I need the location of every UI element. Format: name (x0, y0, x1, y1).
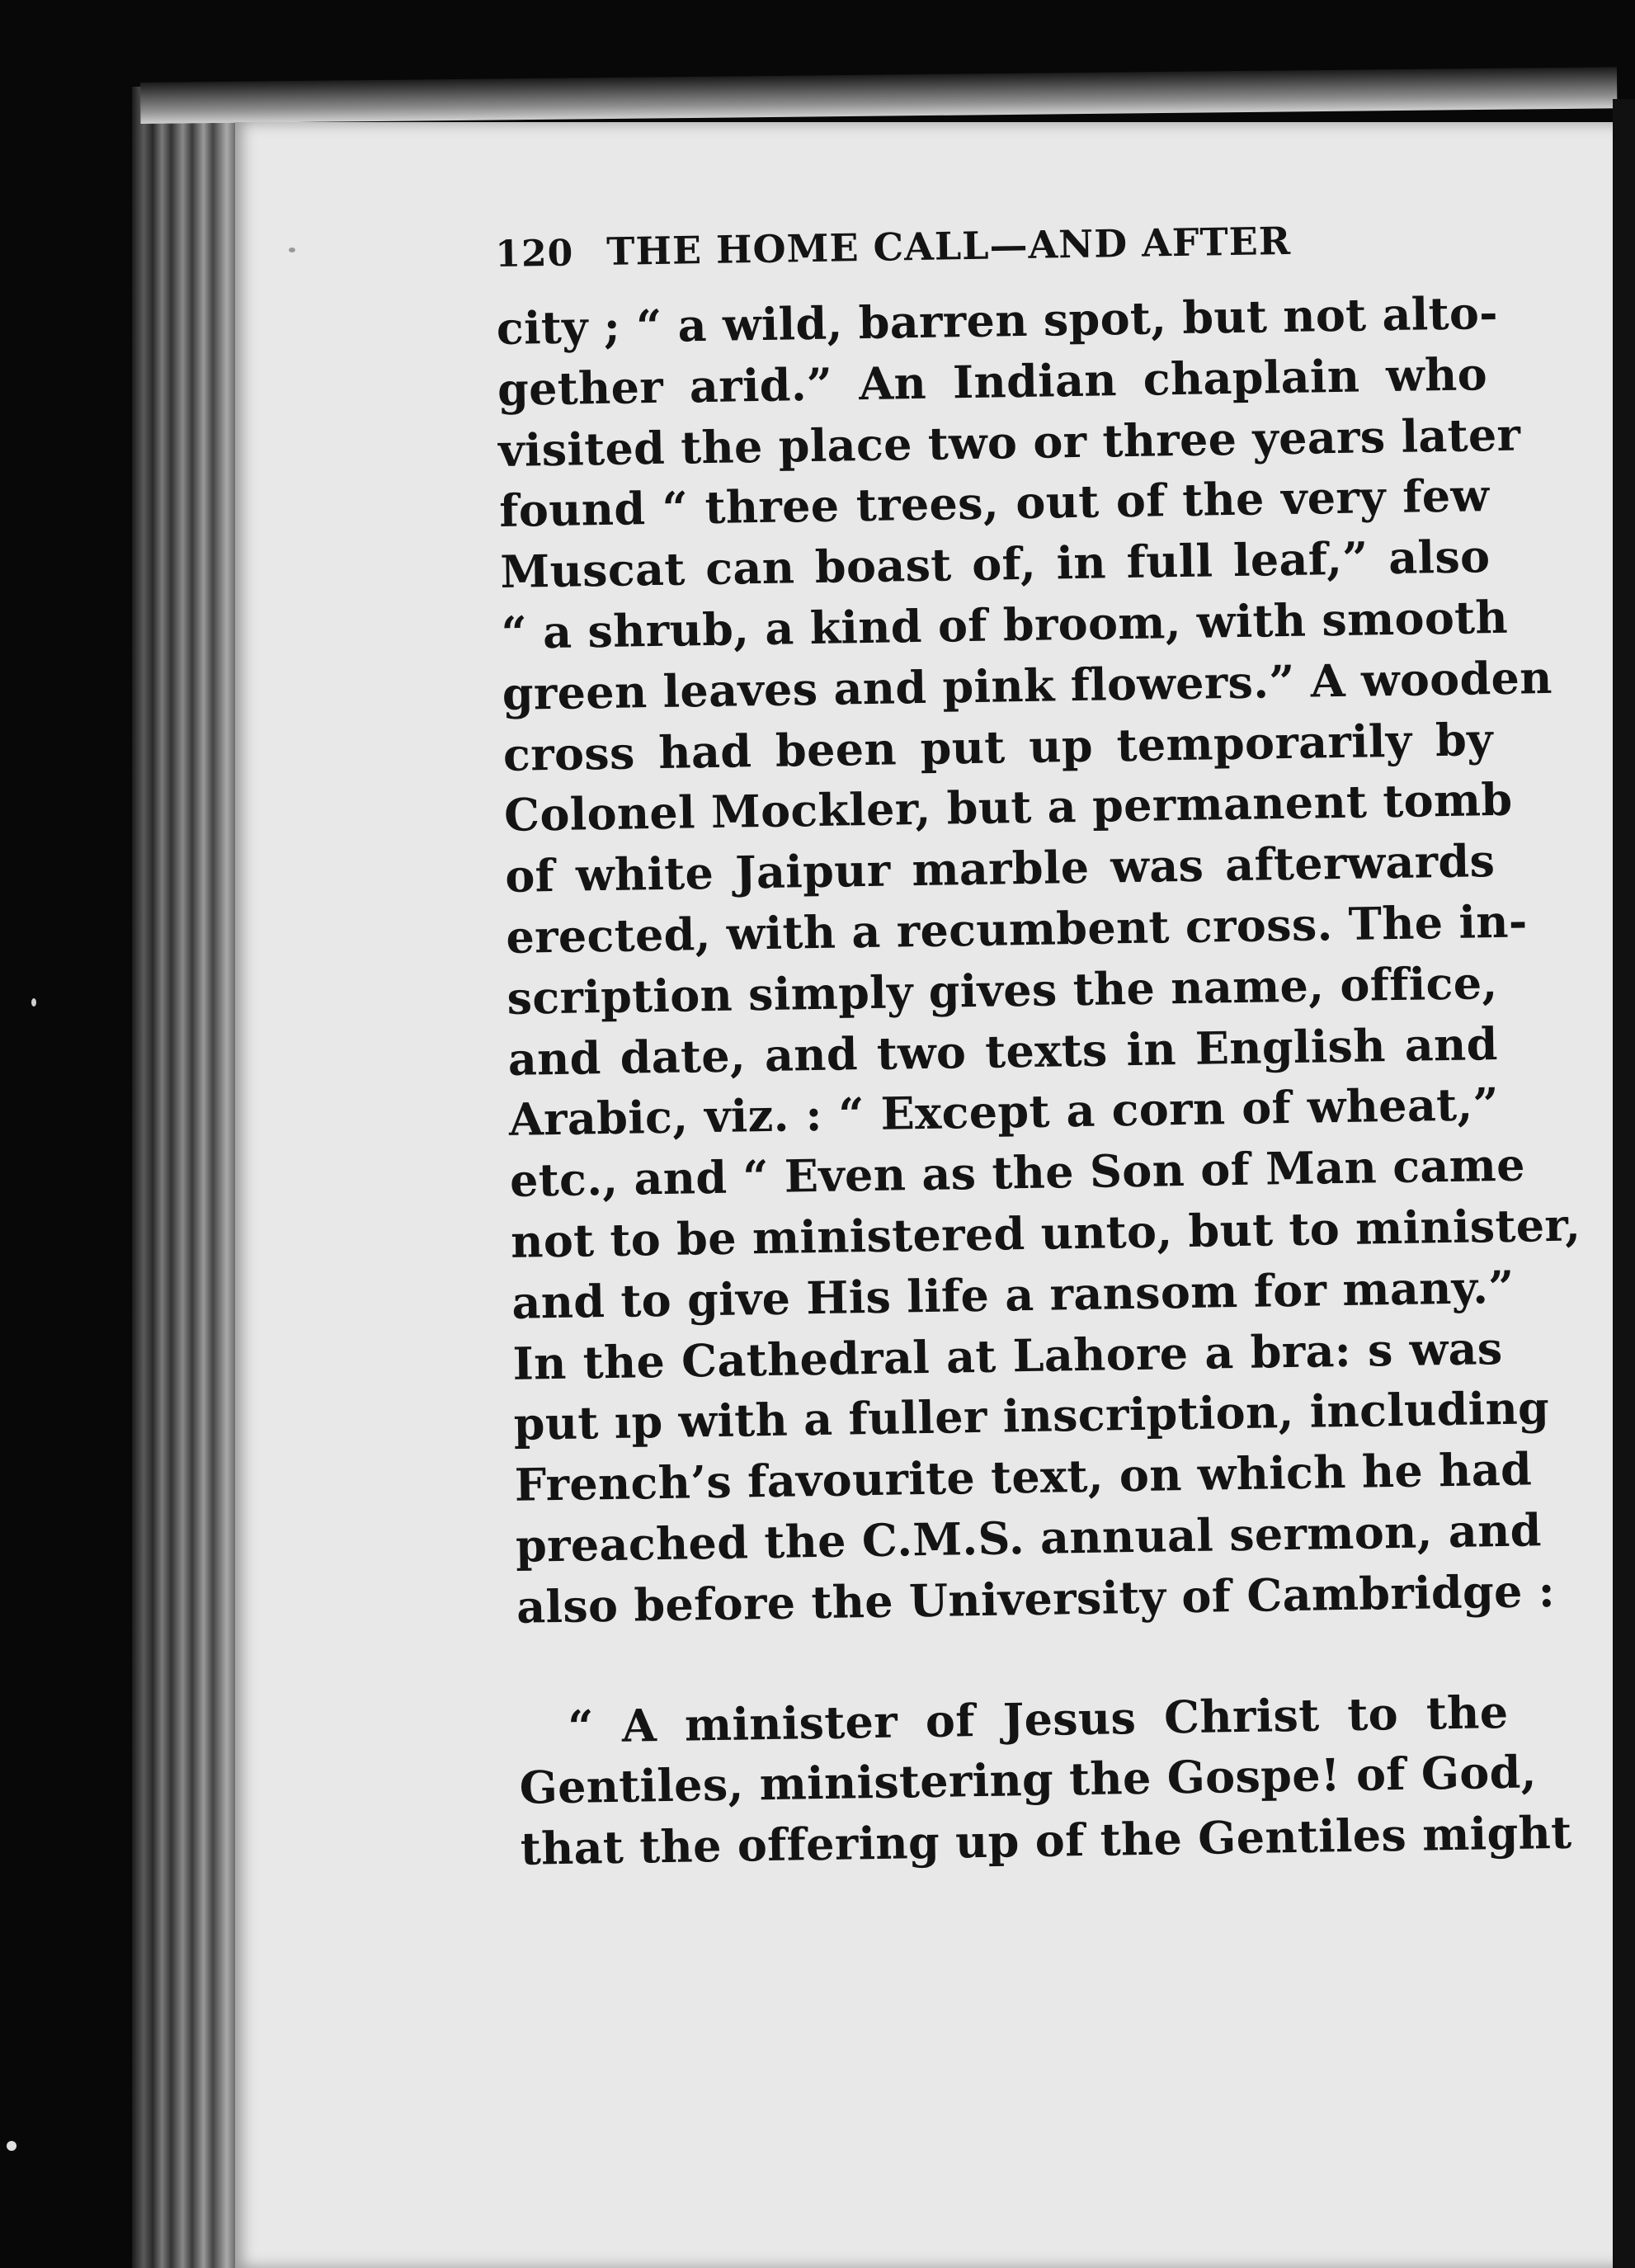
text-line: visited the place two or three years later (497, 408, 1521, 477)
quote-line: “ A minister of Jesus Christ to the (567, 1685, 1509, 1753)
text-line: of white Jaipur marble was afterwards (504, 834, 1496, 903)
text-line: found “ three trees, out of the very few (498, 469, 1490, 538)
text-line: Arabic, viz. : “ Except a corn of wheat,” (508, 1077, 1500, 1147)
text-line: also before the University of Cambridge : (516, 1563, 1556, 1634)
text-line: not to be ministered unto, but to minister, (510, 1198, 1581, 1268)
text-line: erected, with a recumbent cross. The in- (505, 894, 1529, 964)
text-line: green leaves and pink flowers.” A wooden (502, 650, 1553, 720)
text-line: Colonel Mockler, but a permanent tomb (503, 773, 1513, 842)
text-line: city ; “ a wild, barren spot, but not alto- (496, 285, 1499, 355)
text-line: cross had been put up temporarily by (502, 712, 1494, 781)
text-line: French’s favourite text, on which he had (514, 1442, 1533, 1511)
quote-line: Gentiles, ministering the Gospe! of God, (519, 1745, 1538, 1815)
page-text (495, 215, 1581, 1880)
text-line: “ a shrub, a kind of broom, with smooth (501, 590, 1509, 659)
page-right-edge (1613, 99, 1635, 2268)
text-line: put ıp with a fuller inscription, including (513, 1381, 1550, 1451)
text-line: Muscat can boast of, in full leaf,” also (499, 530, 1491, 599)
quote-line: that the offering up of the Gentiles might (520, 1805, 1572, 1875)
text-line: and date, and two texts in English and (507, 1016, 1499, 1086)
inscription-quote (518, 1681, 1572, 1879)
scan-speck (7, 2141, 16, 2151)
page-leaves-edge (132, 87, 247, 2268)
text-line: In the Cathedral at Lahore a bra: s was (512, 1321, 1503, 1390)
scan-speck (31, 998, 36, 1007)
body-paragraph (496, 283, 1581, 1638)
text-line: etc., and “ Even as the Son of Man came (509, 1138, 1526, 1208)
text-line: and to give His life a ransom for many.” (511, 1260, 1515, 1329)
text-line: preached the C.M.S. annual sermon, and (515, 1503, 1543, 1573)
scan-speck (289, 248, 295, 252)
running-title: THE HOME CALL—AND AFTER (605, 218, 1292, 274)
text-line: gether arid.” An Indian chaplain who (497, 347, 1488, 416)
page-number: 120 (495, 232, 574, 276)
text-line: scription simply gives the name, office, (507, 955, 1498, 1025)
